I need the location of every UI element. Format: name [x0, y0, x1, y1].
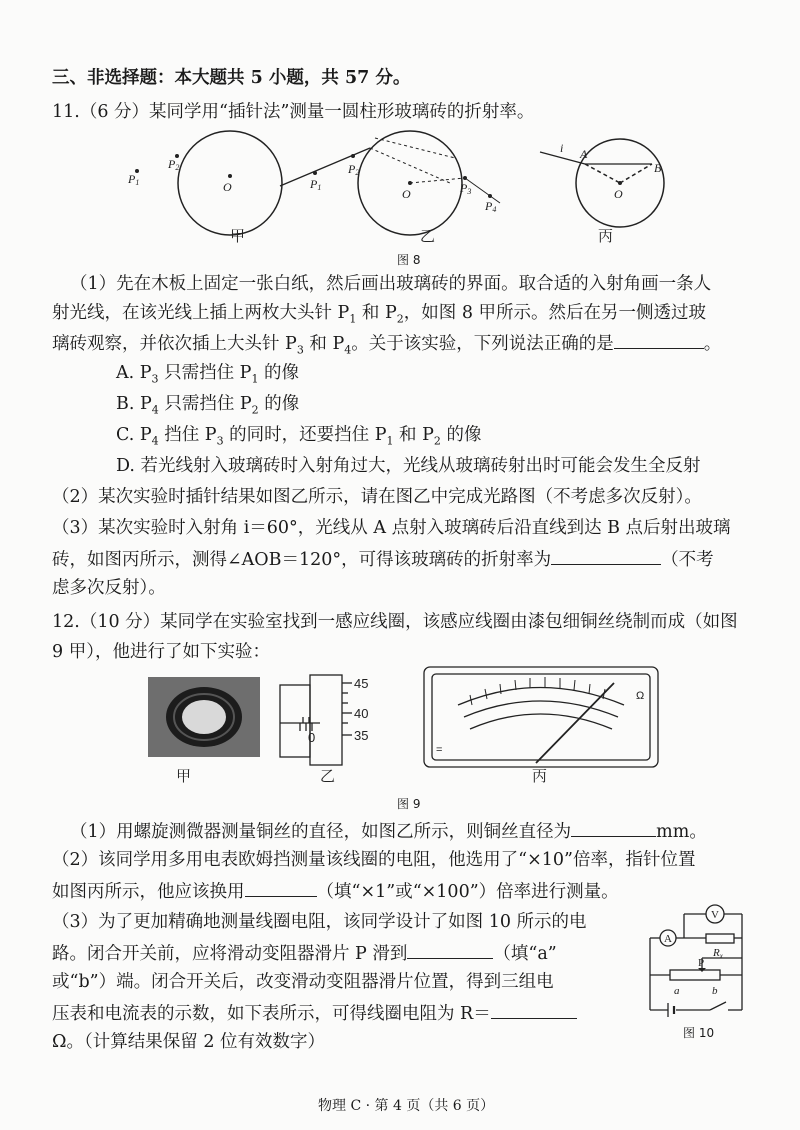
fig8-jia-caption: 甲	[230, 227, 246, 245]
fig9-yi-caption: 乙	[320, 767, 336, 785]
fig8-jia-o-label: O	[223, 180, 232, 194]
fig8-bing-o-label: O	[614, 187, 623, 201]
fig8-yi-p3-dot	[463, 176, 467, 180]
fig10-p-label: P	[698, 957, 705, 969]
q12-part3-resistance-blank[interactable]	[491, 1000, 577, 1019]
q11-option-c: C. $P_4$ 挡住 $P_3$ 的同时，还要挡住 $P_1$ 和 $P_2$ 的像	[116, 425, 482, 448]
fig8-yi-p4-label: P4	[485, 199, 497, 214]
q12-stem-line1: 12.（10 分）某同学在实验室找到一感应线圈，该感应线圈由漆包细铜丝绕制而成（如图	[52, 612, 738, 632]
fig8-bing-a-label: A	[580, 147, 588, 161]
q11-number: 11.	[52, 102, 80, 122]
q12-part1: （1）用螺旋测微器测量铜丝的直径，如图乙所示，则铜丝直径为 mm。	[70, 818, 707, 844]
figure-8	[120, 128, 700, 248]
fig9-caption: 图 9	[397, 797, 421, 811]
q12-part3-line1: （3）为了更加精确地测量线圈电阻，该同学设计了如图 10 所示的电	[52, 912, 587, 932]
q11-part3-line1: （3）某次实验时入射角 i＝60°，光线从 A 点射入玻璃砖后沿直线到达 B 点后射出玻璃	[52, 518, 731, 538]
page-footer: 物理 C · 第 4 页（共 6 页）	[318, 1098, 495, 1114]
fig10-caption: 图 10	[683, 1026, 715, 1040]
fig8-jia-p2-label: P2	[168, 157, 180, 172]
q11-option-a: A. $P_3$ 只需挡住 $P_1$ 的像	[116, 363, 300, 386]
fig8-yi-p4-dot	[488, 194, 492, 198]
q11-option-d: D. 若光线射入玻璃砖时入射角过大，光线从玻璃砖射出时可能会发生全反射	[116, 456, 701, 476]
fig10-a-label: A	[664, 933, 672, 945]
q12-stem-line2: 9 甲），他进行了如下实验：	[52, 642, 270, 662]
fig9-ohm-label: Ω	[636, 690, 645, 702]
fig9-tick-0: 0	[308, 730, 316, 745]
q11-part1-line2: 射光线，在该光线上插上两枚大头针 $P_1$ 和 $P_2$，如图 8 甲所示。然后在另一侧透过玻	[52, 303, 707, 326]
fig9-multimeter	[424, 667, 658, 767]
fig9-coil-photo	[148, 677, 260, 757]
fig8-yi-p1-label: P1	[310, 177, 322, 192]
fig10-b-terminal: b	[712, 985, 718, 997]
fig8-yi-p3-label: P3	[460, 181, 472, 196]
q11-stem-text: （6 分）某同学用“插针法”测量一圆柱形玻璃砖的折射率。	[79, 102, 535, 122]
fig8-yi-o-label: O	[402, 187, 411, 201]
fig9-tick-35: 35	[354, 728, 369, 743]
fig8-bing-b-label: B	[654, 161, 662, 175]
q11-part3-line2: 砖，如图丙所示，测得∠AOB＝120°，可得该玻璃砖的折射率为 （不考	[52, 546, 714, 572]
q11-part3-answer-blank[interactable]	[551, 546, 661, 565]
q12-part3-line2: 路。闭合开关前，应将滑动变阻器滑片 P 滑到 （填“a”	[52, 940, 557, 966]
fig10-v-label: V	[711, 909, 719, 921]
fig9-tick-40: 40	[354, 706, 369, 721]
q12-part1-answer-blank[interactable]	[571, 818, 656, 837]
fig9-micrometer	[280, 675, 352, 765]
fig8-yi-o-dot	[408, 181, 412, 185]
figure-10	[640, 900, 758, 1040]
fig8-jia-p1-dot	[135, 169, 139, 173]
fig8-jia-p1-label: P1	[128, 172, 140, 187]
q12-number: 12.	[52, 612, 80, 632]
q12-part3-position-blank[interactable]	[407, 940, 493, 959]
q11-option-b: B. $P_4$ 只需挡住 $P_2$ 的像	[116, 394, 300, 417]
q11-part3-line3: 虑多次反射）。	[52, 578, 166, 598]
q12-part3-line3: 或“b”）端。闭合开关后，改变滑动变阻器滑片位置，得到三组电	[52, 972, 554, 992]
fig8-bing-ob	[620, 164, 652, 183]
fig8-bing-oa	[585, 164, 620, 183]
fig8-caption: 图 8	[397, 253, 421, 267]
fig8-jia-o-dot	[228, 174, 232, 178]
fig8-yi-caption: 乙	[420, 227, 436, 245]
fig9-dc-label: =	[436, 744, 443, 756]
q11-stem	[52, 100, 534, 124]
fig9-jia-caption: 甲	[176, 767, 192, 785]
figure-9	[140, 665, 680, 790]
fig9-bing-caption: 丙	[532, 767, 548, 785]
fig8-yi-p2-label: P2	[348, 162, 360, 177]
q11-part1-answer-blank[interactable]	[614, 330, 704, 349]
fig8-yi-p1-dot	[313, 171, 317, 175]
q11-part2: （2）某次实验时插针结果如图乙所示，请在图乙中完成光路图（不考虑多次反射）。	[52, 487, 702, 507]
fig10-a-terminal: a	[674, 985, 680, 997]
q12-part3-line5: Ω。（计算结果保留 2 位有效数字）	[52, 1032, 326, 1052]
fig8-jia-p2-dot	[175, 154, 179, 158]
q11-part1-line3: 璃砖观察，并依次插上大头针 $P_3$ 和 $P_4$。关于该实验，下列说法正确的是 。	[52, 330, 721, 363]
fig9-tick-45: 45	[354, 676, 369, 691]
fig8-yi-dashed-1	[370, 148, 450, 183]
q12-part2-line1: （2）该同学用多用电表欧姆挡测量该线圈的电阻，他选用了“×10”倍率，指针位置	[52, 850, 696, 870]
q11-part1-line1: （1）先在木板上固定一张白纸，然后画出玻璃砖的界面。取合适的入射角画一条人	[70, 274, 712, 294]
fig9-needle	[536, 683, 614, 763]
q12-part2-line2: 如图丙所示，他应该换用 （填“×1”或“×100”）倍率进行测量。	[52, 878, 619, 904]
section-title: 三、非选择题：本大题共 5 小题，共 57 分。	[52, 68, 411, 88]
fig8-yi-incident-ray	[280, 148, 370, 186]
fig8-yi-dashed-3	[410, 178, 465, 183]
q12-part3-line4: 压表和电流表的示数，如下表所示，可得线圈电阻为 R＝	[52, 1000, 577, 1026]
fig8-bing-caption: 丙	[598, 227, 614, 245]
fig8-yi-p2-dot	[351, 154, 355, 158]
q12-part2-answer-blank[interactable]	[245, 878, 317, 897]
fig8-bing-i-label: i	[560, 141, 564, 155]
fig10-rx-label: Rx	[713, 947, 723, 960]
fig8-bing-o-dot	[618, 181, 622, 185]
